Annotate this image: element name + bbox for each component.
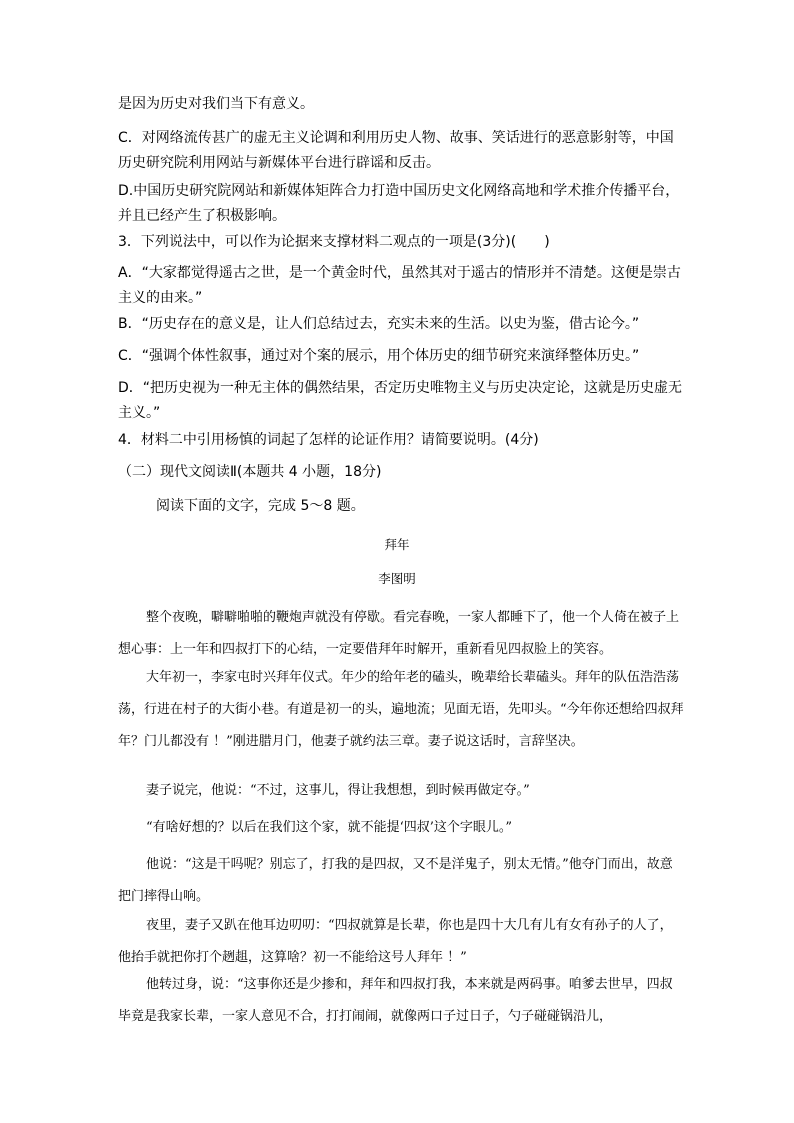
story-author: 李图明	[378, 571, 416, 586]
story-paragraph-7: 他转过身，说：“这事你还是少掺和，拜年和四叔打我，本来就是两码事。咱爹去世早，四叔毕竟是我家长辈，一家人意见不合，打打闹闹，就像两口子过日子，勺子碰碰锅沿儿，	[118, 977, 673, 1024]
story-paragraph-1: 整个夜晚，噼噼啪啪的鞭炮声就没有停歇。看完春晚，一家人都睡下了，他一个人倚在被子上想心事：上一年和四叔打下的心结，一定要借拜年时解开，重新看见四叔脸上的笑容。	[118, 610, 680, 657]
story-paragraph-4: “有啥好想的？以后在我们这个家，就不能提‘四叔’这个字眼儿。”	[146, 820, 513, 835]
option-c-paragraph: C．对网络流传甚广的虚无主义论调和利用历史人物、故事、笑话进行的恶意影射等，中国历史研究院利用网站与新媒体平台进行辟谣和反击。	[118, 130, 674, 171]
question-3: 3．下列说法中，可以作为论据来支撑材料二观点的一项是(3分)( )	[118, 234, 550, 250]
question-3-option-a: A．“大家都觉得遥古之世，是一个黄金时代，虽然其对于遥古的情形并不清楚。这便是崇古主义的由来。”	[118, 265, 681, 306]
story-paragraph-6: 夜里，妻子又趴在他耳边叨叨：“四叔就算是长辈，你也是四十大几有儿有女有孙子的人了，他抬手就把你打个趔趄，这算啥？初一不能给这号人拜年 ！”	[118, 918, 673, 965]
story-paragraph-2: 大年初一，李家屯时兴拜年仪式。年少的给年老的磕头，晚辈给长辈磕头。拜年的队伍浩浩荡荡，行进在村子的大街小巷。有道是初一的头，遍地流；见面无语，先叩头。“今年你还想给四叔拜年？门儿都没有 ！”刚进腊月门，他妻子就约法三章。妻子说这话时，言辞坚决。	[118, 670, 684, 749]
paragraph-continuation: 是因为历史对我们当下有意义。	[118, 96, 314, 112]
story-title: 拜年	[384, 537, 410, 552]
option-d-paragraph: D.中国历史研究院网站和新媒体矩阵合力打造中国历史文化网络高地和学术推介传播平台，并且已经产生了积极影响。	[118, 183, 680, 224]
question-3-option-c: C．“强调个体性叙事，通过对个案的展示，用个体历史的细节研究来演绎整体历史。”	[118, 348, 640, 364]
reading-instruction: 阅读下面的文字，完成 5～8 题。	[156, 498, 365, 514]
section-heading: （二）现代文阅读Ⅱ(本题共 4 小题，18分)	[118, 464, 382, 480]
question-3-option-d: D．“把历史视为一种无主体的偶然结果，否定历史唯物主义与历史决定论，这就是历史虚无主义。”	[118, 380, 683, 421]
question-3-option-b: B．“历史存在的意义是，让人们总结过去，充实未来的生活。以史为鉴，借古论今。”	[118, 316, 640, 332]
question-4: 4．材料二中引用杨慎的词起了怎样的论证作用？请简要说明。(4分)	[118, 432, 539, 448]
story-paragraph-5: 他说：“这是干吗呢？别忘了，打我的是四叔，又不是洋鬼子，别太无情。”他夺门而出，故意把门摔得山响。	[118, 857, 673, 904]
story-paragraph-3: 妻子说完，他说：“不过，这事儿，得让我想想，到时候再做定夺。”	[146, 783, 530, 798]
